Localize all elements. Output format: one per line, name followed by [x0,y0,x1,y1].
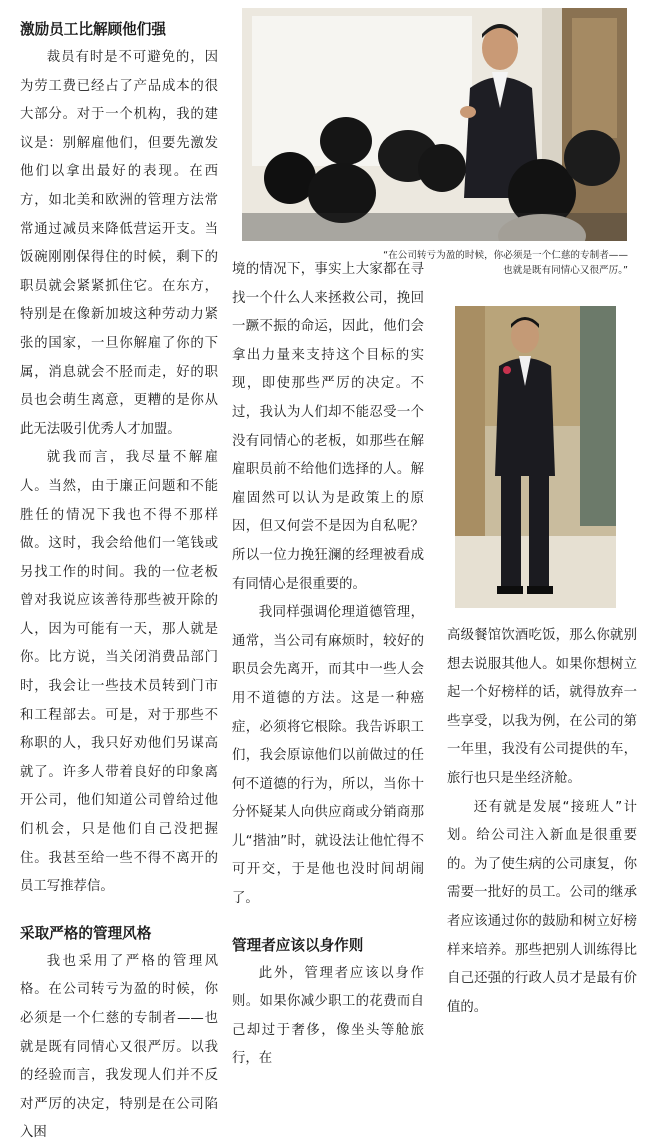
photo-standing-man [455,306,616,608]
photo-speaker-lecture [242,8,627,241]
paragraph: 还有就是发展“接班人”计划。给公司注入新血是很重要的。为了使生病的公司康复，你需要一批好的员工。公司的继承者应该通过你的鼓励和树立好榜样来培养。那些把别人训练得比自己还强的行政人员才是最有价值的。 [447,799,637,1015]
section-heading-strict-style: 采取严格的管理风格 [20,924,152,942]
column-right [447,622,637,1022]
paragraph: 此外，管理者应该以身作则。如果你减少职工的花费而自己却过于奢侈，像坐头等舱旅行，在 [232,965,424,1067]
speaker-lecture-illustration [242,8,627,241]
paragraph: 裁员有时是不可避免的，因为劳工费已经占了产品成本的很大部分。对于一个机构，我的建议是：别解雇他们，但要先激发他们以拿出最好的表现。在西方，如北美和欧洲的管理方法常常通过减员来降低营运开支。当饭碗刚刚保得住的时候，剩下的职员就会紧紧抓住它。在东方，特别是在像新加坡这种劳动力紧张的国家，一旦你解雇了你的下属，消息就会不胫而走，好的职员也会萌生离意，更糟的是你从此无法吸引优秀人才加盟。 [20,50,218,437]
paragraph: 就我而言，我尽量不解雇人。当然，由于廉正问题和不能胜任的情况下我也不得不那样做。这时，我会给他们一笔钱或另找工作的时间。我的一位老板曾对我说应该善待那些被开除的人，因为可能有一天，那人就是你。比方说，当关闭消费品部门时，我会让一些技术员转到门市和工程部去。可是，对于那些不称职的人，我只好劝他们另谋高就了。许多人带着良好的印象离开公司，他们知道公司曾给过他们机会，只是他们自己没把握住。我甚至给一些不得不离开的员工写推荐信。 [20,450,218,895]
section-heading-lead-by-example: 管理者应该以身作则 [232,936,364,954]
paragraph: 高级餐馆饮酒吃饭，那么你就别想去说服其他人。如果你想树立起一个好榜样的话，就得放弃一些享受，以我为例，在公司的第一年里，我没有公司提供的车，旅行也只是坐经济舱。 [447,628,637,786]
column-middle [232,256,424,1074]
caption-line: “在公司转亏为盈的时候，你必须是一个仁慈的专制者—— [383,250,628,261]
caption-line: 也就是既有同情心又很严厉。” [503,265,628,276]
standing-man-illustration [455,306,616,608]
column-left [20,16,218,1148]
paragraph: 我也采用了严格的管理风格。在公司转亏为盈的时候，你必须是一个仁慈的专制者——也就是既有同情心又很严厉。以我的经验而言，我发现人们并不反对严厉的决定，特别是在公司陷入困 [20,953,218,1141]
paragraph: 境的情况下，事实上大家都在寻找一个什么人来拯救公司，挽回一蹶不振的命运，因此，他们会拿出力量来支持这个目标的实现，即使那些严厉的决定。不过，我认为人们却不能忍受一个没有同情心的老板，如那些在解雇职员前不给他们选择的人。解雇固然可以认为是政策上的原因，但又何尝不是因为自私呢？所以一位力挽狂澜的经理被看成有同情心是很重要的。 [232,262,424,592]
section-heading-motivate: 激励员工比解顾他们强 [20,21,166,38]
paragraph: 我同样强调伦理道德管理，通常，当公司有麻烦时，较好的职员会先离开，而其中一些人会用不道德的方法。这是一种癌症，必须将它根除。我告诉职工们，我会原谅他们以前做过的任何不道德的行为，所以，当你十分怀疑某人向供应商或分销商那儿“揩油”时，就设法让他忙得不可开交，于是他也没时间胡闹了。 [232,605,424,907]
